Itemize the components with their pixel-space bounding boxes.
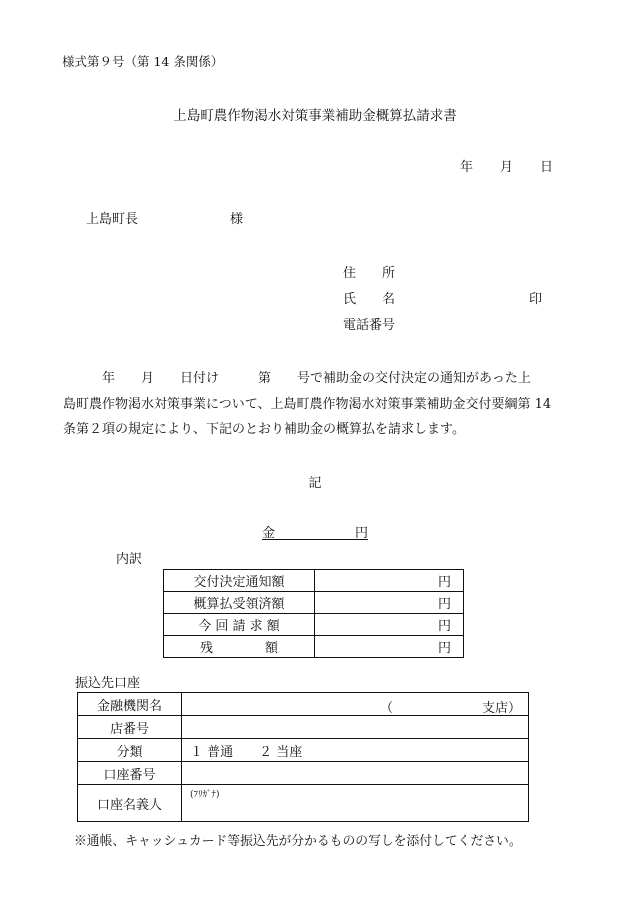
account-holder-label: 口座名義人 [78, 785, 182, 822]
table-row [164, 614, 464, 636]
table-row [164, 636, 464, 658]
table-row [78, 785, 529, 822]
address-label: 住 所 [343, 266, 396, 281]
bank-name-field[interactable] [182, 693, 529, 716]
breakdown-label: 内訳 [116, 552, 143, 567]
amount-line [262, 522, 368, 540]
breakdown-row-value[interactable]: 円 [315, 636, 464, 658]
body-line: 島町農作物渇水対策事業について、上島町農作物渇水対策事業補助金交付要綱第 14 [63, 396, 552, 412]
table-row [164, 592, 464, 614]
account-number-field[interactable] [182, 762, 529, 785]
addressee-name: 上島町長 [86, 212, 139, 227]
addressee-honorific: 様 [230, 212, 244, 227]
table-row [164, 570, 464, 592]
breakdown-row-label: 概算払受領済額 [164, 592, 315, 614]
form-number: 様式第９号（第 14 条関係） [62, 54, 224, 69]
amount-prefix: 金 [262, 526, 276, 541]
body-line: 年 月 日付け 第 号で補助金の交付決定の通知があった上 [63, 371, 531, 386]
phone-label: 電話番号 [343, 318, 396, 333]
date-month: 月 [500, 160, 514, 175]
breakdown-row-value[interactable]: 円 [315, 614, 464, 636]
breakdown-row-label: 交付決定通知額 [164, 570, 315, 592]
account-type-field[interactable]: １ 普通 ２ 当座 [182, 739, 529, 762]
branch-open: （ [380, 701, 394, 716]
amount-unit: 円 [354, 526, 368, 541]
body-line: 条第２項の規定により、下記のとおり補助金の概算払を請求します。 [63, 422, 465, 437]
breakdown-row-label: 残 額 [164, 636, 315, 658]
attachment-note: ※通帳、キャッシュカード等振込先が分かるものの写しを添付してください。 [74, 834, 522, 849]
ki-heading: 記 [308, 476, 322, 491]
bank-name-label: 金融機関名 [78, 693, 182, 716]
account-label: 振込先口座 [75, 676, 141, 691]
table-row [78, 693, 529, 716]
table-row [78, 716, 529, 739]
table-row [78, 739, 529, 762]
breakdown-row-label: 今 回 請 求 額 [164, 614, 315, 636]
account-type-label: 分類 [78, 739, 182, 762]
account-table [77, 692, 529, 822]
breakdown-row-value[interactable]: 円 [315, 592, 464, 614]
branch-suffix: 支店） [482, 701, 522, 716]
account-holder-field[interactable] [182, 785, 529, 822]
store-number-label: 店番号 [78, 716, 182, 739]
table-row [78, 762, 529, 785]
name-label: 氏 名 [343, 292, 396, 307]
account-number-label: 口座番号 [78, 762, 182, 785]
store-number-field[interactable] [182, 716, 529, 739]
furigana-label: (ﾌﾘｶﾞﾅ) [190, 790, 220, 800]
date-day: 日 [540, 160, 554, 175]
date-year: 年 [460, 160, 474, 175]
addressee [86, 208, 244, 227]
breakdown-table [163, 569, 464, 658]
seal-mark: 印 [529, 292, 543, 307]
request-body [63, 366, 563, 443]
document-title: 上島町農作物渇水対策事業補助金概算払請求書 [173, 108, 457, 124]
breakdown-row-value[interactable]: 円 [315, 570, 464, 592]
